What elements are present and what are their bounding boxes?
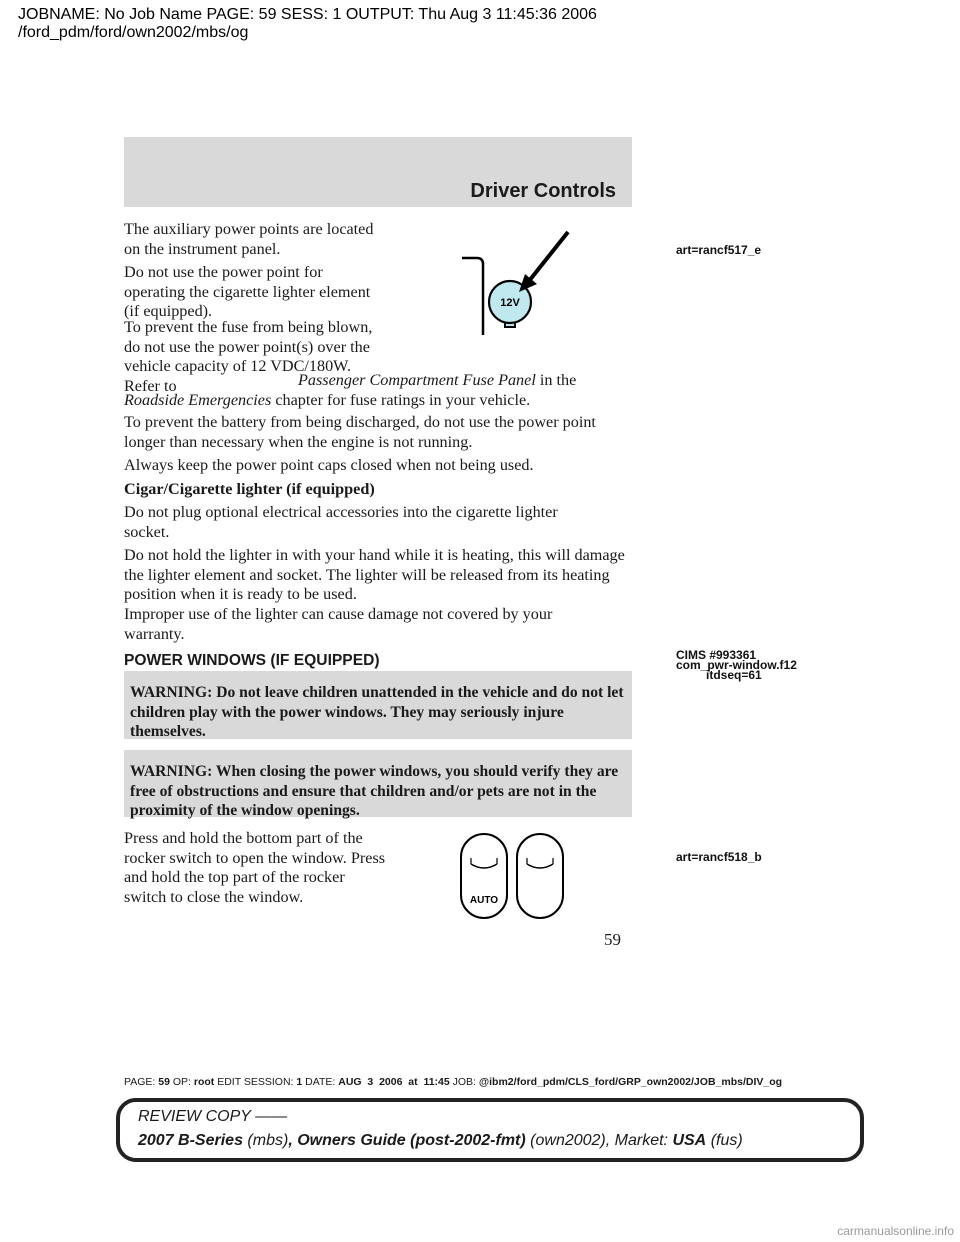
warning-obstructions-box [124, 750, 632, 817]
footer-session-value: 1 [296, 1076, 303, 1088]
footer-page-value: 59 [158, 1076, 170, 1088]
paragraph-fuse-part2 [124, 371, 632, 410]
review-copy-details [138, 1132, 743, 1150]
cims-label-line3: itdseq=61 [706, 668, 762, 682]
paragraph-power-points-location: The auxiliary power points are located on the instrument panel. [124, 220, 374, 258]
footer-job-label: JOB: [452, 1076, 476, 1088]
section-title: Driver Controls [470, 180, 616, 202]
footer-op-label: OP: [172, 1076, 191, 1088]
window-switch-illustration [455, 830, 570, 920]
footer-session-label: EDIT SESSION: [217, 1076, 294, 1088]
review-copy-box [116, 1098, 864, 1162]
footer-page-label: PAGE: [124, 1076, 156, 1088]
paragraph-fuse-part1: To prevent the fuse from being blown, do not use the power point(s) over the vehicle capacity of 12 VDC/180W. Refer to [124, 318, 373, 395]
watermark: carmanualsonline.info [837, 1224, 954, 1238]
roadside-emergencies-reference: Roadside Emergencies [124, 390, 272, 409]
review-model-code: (mbs) [247, 1132, 289, 1149]
section-header-band [124, 137, 632, 207]
fuse-ref-tail: chapter for fuse ratings in your vehicle. [275, 390, 531, 409]
paragraph-rocker-switch: Press and hold the bottom part of the rocker switch to open the window. Press and hold the top part of the rocker switch to close the window. [124, 829, 386, 906]
warning-children-text: WARNING: Do not leave children unattended in the vehicle and do not let children play with the power windows. They may seriously injure themselves. [130, 684, 624, 740]
page-number: 59 [604, 930, 621, 949]
footer-date-label: DATE: [305, 1076, 336, 1088]
job-header [18, 6, 597, 42]
review-separator: , [288, 1132, 293, 1149]
warning-children-box [124, 671, 632, 739]
review-guide: Owners Guide (post-2002-fmt) [297, 1132, 526, 1149]
warning-obstructions-text: WARNING: When closing the power windows, you should verify they are free of obstructions and ensure that children and/or pets are not in the proximity of the window openings. [130, 763, 619, 819]
paragraph-lighter-warranty: Improper use of the lighter can cause damage not covered by your warranty. [124, 605, 553, 643]
heading-cigarette-lighter: Cigar/Cigarette lighter (if equipped) [124, 480, 375, 498]
footer-job-value: @ibm2/ford_pdm/CLS_ford/GRP_own2002/JOB_mbs/DIV_og [478, 1076, 783, 1088]
auto-label: AUTO [469, 895, 499, 906]
paragraph-power-point-lighter: Do not use the power point for operating the cigarette lighter element (if equipped). [124, 263, 371, 321]
footer-job-line [124, 1076, 782, 1088]
fuse-ref-connector: in the [539, 371, 577, 389]
paragraph-battery-discharge: To prevent the battery from being discharged, do not use the power point longer than necessary when the engine is not running. [124, 413, 596, 451]
power-point-illustration [455, 225, 585, 340]
review-market-label: , Market: [605, 1132, 668, 1149]
footer-op-value: root [193, 1076, 215, 1088]
power-point-12v-label: 12V [500, 297, 520, 309]
job-header-line2: /ford_pdm/ford/own2002/mbs/og [18, 24, 249, 41]
paragraph-caps-closed: Always keep the power point caps closed when not being used. [124, 456, 534, 474]
job-header-line1: JOBNAME: No Job Name PAGE: 59 SESS: 1 OUTPUT: Thu Aug 3 11:45:36 2006 [18, 6, 597, 23]
fuse-panel-reference: Passenger Compartment Fuse Panel [298, 371, 536, 389]
heading-power-windows: POWER WINDOWS (IF EQUIPPED) [124, 652, 380, 669]
footer-date-value: AUG 3 2006 at 11:45 [338, 1076, 450, 1088]
review-copy-label: REVIEW COPY —— [138, 1108, 288, 1125]
paragraph-lighter-accessories: Do not plug optional electrical accessories into the cigarette lighter socket. [124, 503, 558, 541]
review-market-code: (fus) [710, 1132, 743, 1149]
review-model: 2007 B-Series [138, 1132, 243, 1149]
cims-label-line2: com_pwr-window.f12 [676, 658, 797, 672]
art-label-power-point: art=rancf517_e [676, 243, 762, 257]
review-market: USA [672, 1132, 707, 1149]
review-guide-code: (own2002) [530, 1132, 606, 1149]
art-label-window-switch: art=rancf518_b [676, 850, 762, 864]
paragraph-lighter-hold: Do not hold the lighter in with your hand while it is heating, this will damage the lighter element and socket. The lighter will be released from its heating position when it is ready to be used. [124, 546, 625, 604]
cims-label-line1: CIMS #993361 [676, 648, 757, 662]
